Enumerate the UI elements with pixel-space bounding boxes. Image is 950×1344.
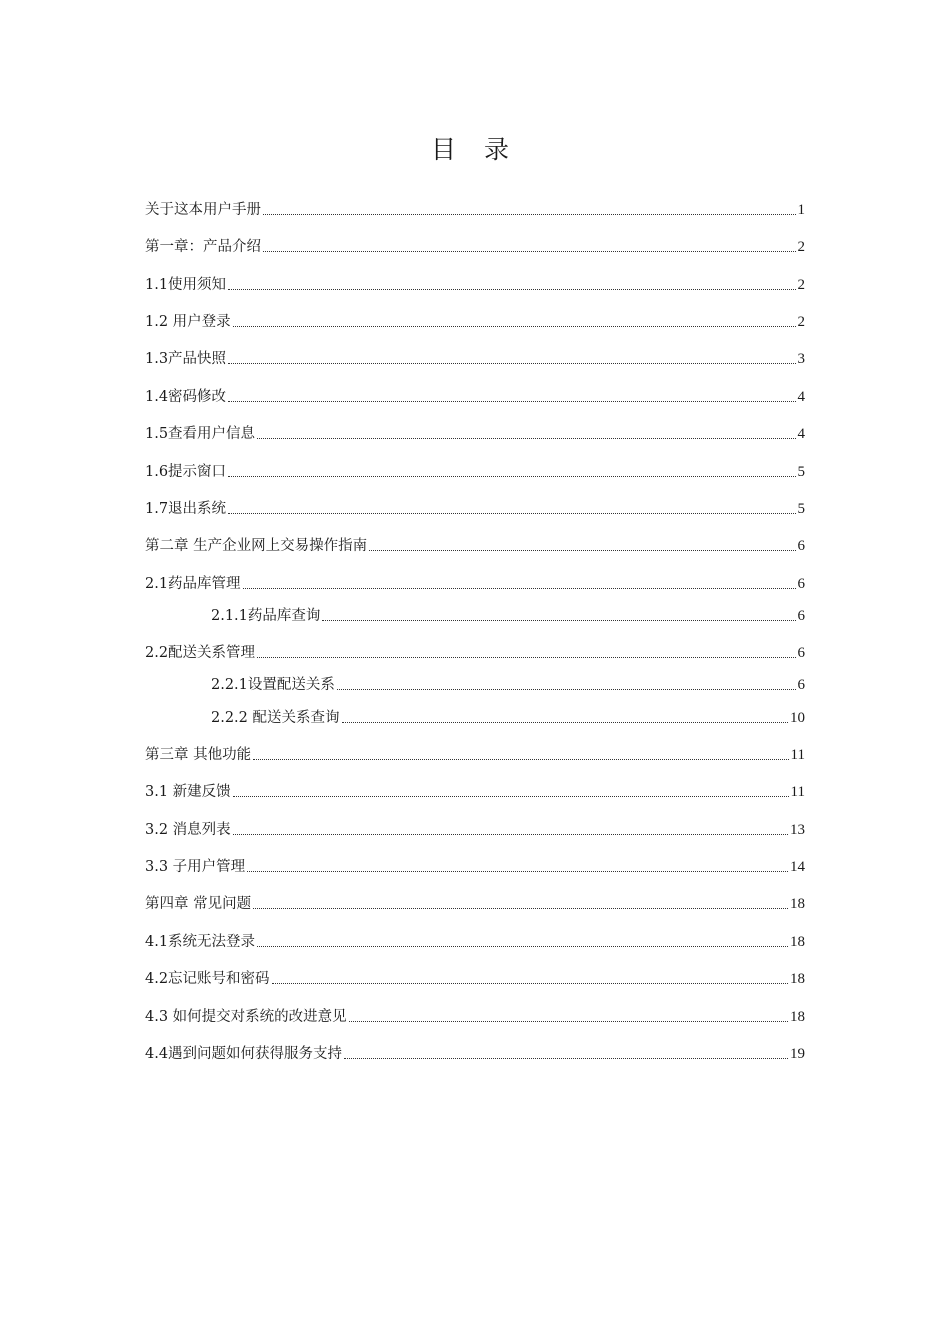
toc-dot-leader [263,213,796,215]
toc-subentry[interactable] [211,671,805,695]
toc-dot-leader [263,250,796,252]
toc-subentry[interactable] [211,602,805,626]
toc-entry[interactable] [145,639,805,663]
toc-entry-page: 6 [797,645,805,661]
toc-entry-label: 1.3产品快照 [145,351,227,367]
toc-entry-label: 1.2 用户登录 [145,314,231,330]
toc-dot-leader [228,475,795,477]
toc-entry-label: 关于这本用户手册 [145,202,261,218]
toc-entry-page: 2 [797,314,805,330]
toc-entry-label: 2.1.1药品库查询 [211,608,321,624]
toc-entry-label: 3.3 子用户管理 [145,859,246,875]
toc-entry-page: 13 [790,822,805,838]
toc-entry-label: 2.1药品库管理 [145,576,241,592]
toc-entry-page: 4 [797,389,805,405]
toc-subentry[interactable] [211,704,805,728]
toc-dot-leader [322,619,795,621]
toc-dot-leader [253,758,788,760]
toc-dot-leader [344,1057,788,1059]
toc-entry[interactable] [145,1040,805,1064]
toc-dot-leader [337,688,796,690]
toc-entry[interactable] [145,345,805,369]
toc-dot-leader [253,907,788,909]
toc-entry-page: 18 [790,896,805,912]
toc-entry-page: 3 [797,351,805,367]
toc-entry-label: 1.1使用须知 [145,277,227,293]
toc-entry[interactable] [145,890,805,914]
toc-entry[interactable] [145,741,805,765]
toc-entry-label: 4.3 如何提交对系统的改进意见 [145,1009,347,1025]
toc-entry-page: 18 [790,971,805,987]
toc-entry[interactable] [145,233,805,257]
toc-entry-page: 2 [797,277,805,293]
toc-dot-leader [349,1020,788,1022]
toc-entry-page: 6 [797,576,805,592]
toc-entry-page: 1 [797,202,805,218]
toc-entry-page: 4 [797,426,805,442]
toc-dot-leader [272,982,788,984]
toc-entry[interactable] [145,570,805,594]
toc-dot-leader [233,795,789,797]
toc-entry-label: 4.2忘记账号和密码 [145,971,270,987]
toc-entry[interactable] [145,308,805,332]
toc-entry-page: 11 [790,784,805,800]
toc-entry[interactable] [145,271,805,295]
toc-entry-page: 18 [790,1009,805,1025]
toc-entry[interactable] [145,965,805,989]
toc-entry[interactable] [145,420,805,444]
toc-entry-label: 1.7退出系统 [145,501,227,517]
toc-entry-label: 4.4遇到问题如何获得服务支持 [145,1046,343,1062]
toc-dot-leader [233,325,796,327]
toc-entry-label: 2.2配送关系管理 [145,645,256,661]
toc-entry-label: 4.1系统无法登录 [145,934,256,950]
toc-dot-leader [228,512,795,514]
toc-entry-page: 2 [797,239,805,255]
toc-entry-page: 5 [797,501,805,517]
toc-entry-page: 6 [797,608,805,624]
toc-dot-leader [243,587,796,589]
toc-entry-label: 3.1 新建反馈 [145,784,231,800]
toc-entry[interactable] [145,383,805,407]
toc-dot-leader [247,870,788,872]
toc-entry-label: 第一章：产品介绍 [145,239,261,255]
toc-entry[interactable] [145,853,805,877]
toc-title: 目 录 [431,135,519,164]
toc-entry-label: 1.5查看用户信息 [145,426,256,442]
toc-dot-leader [342,721,788,723]
toc-entry-label: 第二章 生产企业网上交易操作指南 [145,538,368,554]
toc-entry-label: 2.2.2 配送关系查询 [211,710,340,726]
toc-entry-page: 18 [790,934,805,950]
toc-entry-page: 5 [797,464,805,480]
toc-dot-leader [369,549,795,551]
toc-entry-label: 2.2.1设置配送关系 [211,677,335,693]
toc-entry[interactable] [145,928,805,952]
toc-entry-label: 第四章 常见问题 [145,896,252,912]
toc-dot-leader [228,400,795,402]
toc-entry[interactable] [145,495,805,519]
toc-entry[interactable] [145,778,805,802]
toc-entry-page: 6 [797,677,805,693]
toc-dot-leader [228,362,795,364]
toc-entry-page: 10 [790,710,805,726]
toc-dot-leader [257,656,795,658]
toc-entry-page: 19 [790,1046,805,1062]
toc-entry[interactable] [145,196,805,220]
toc-entry-page: 14 [790,859,805,875]
toc-entry-label: 1.4密码修改 [145,389,227,405]
toc-dot-leader [257,437,795,439]
toc-entry[interactable] [145,458,805,482]
toc-entry-label: 1.6提示窗口 [145,464,227,480]
toc-entry-page: 11 [790,747,805,763]
toc-entry[interactable] [145,816,805,840]
toc-entry-label: 3.2 消息列表 [145,822,231,838]
toc-entry[interactable] [145,532,805,556]
toc-entry[interactable] [145,1003,805,1027]
toc-dot-leader [257,945,788,947]
toc-entry-page: 6 [797,538,805,554]
toc-dot-leader [233,833,788,835]
toc-dot-leader [228,288,795,290]
toc-entry-label: 第三章 其他功能 [145,747,252,763]
